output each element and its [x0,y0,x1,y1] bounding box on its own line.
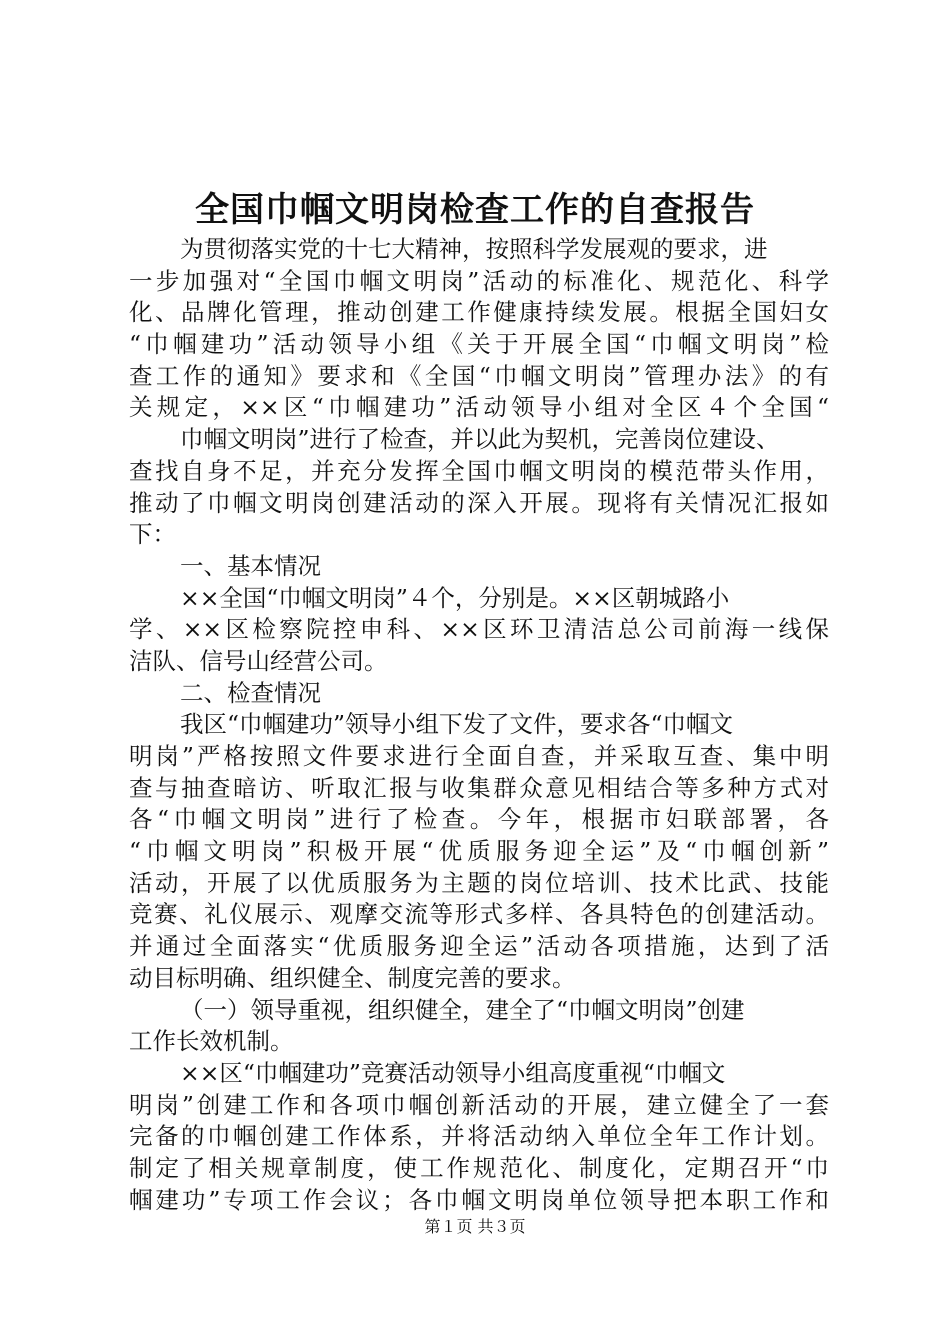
body-line: 各“巾帼文明岗”进行了检查。今年，根据市妇联部署，各 [129,805,829,834]
body-line: 洁队、信号山经营公司。 [129,646,388,675]
body-line: 为贯彻落实党的十七大精神，按照科学发展观的要求，进 [180,235,768,263]
document-body [129,234,829,1216]
body-line: 查与抽查暗访、听取汇报与收集群众意见相结合等多种方式对 [129,773,829,802]
body-line: 明岗”创建工作和各项巾帼创新活动的开展，建立健全了一套 [129,1090,829,1119]
section-heading: 二、检查情况 [180,678,321,707]
body-line: 学、××区检察院控申科、××区环卫清洁总公司前海一线保 [129,615,829,644]
body-line: 巾帼文明岗”进行了检查，并以此为契机，完善岗位建设、 [180,425,780,454]
body-line: ××区“巾帼建功”竞赛活动领导小组高度重视“巾帼文 [180,1058,726,1087]
body-line: 并通过全面落实“优质服务迎全运”活动各项措施，达到了活 [129,932,829,961]
document-title: 全国巾帼文明岗检查工作的自查报告 [195,190,755,230]
body-line: “巾帼文明岗”积极开展“优质服务迎全运”及“巾帼创新” [129,837,829,866]
body-line: 查工作的通知》要求和《全国“巾帼文明岗”管理办法》的有 [129,361,829,390]
body-line: 一步加强对“全国巾帼文明岗”活动的标准化、规范化、科学 [129,266,829,295]
body-line: 推动了巾帼文明岗创建活动的深入开展。现将有关情况汇报如 [129,488,829,517]
body-line: 制定了相关规章制度，使工作规范化、制度化，定期召开“巾 [129,1153,829,1182]
body-line: 动目标明确、组织健全、制度完善的要求。 [129,963,576,992]
body-line: 竞赛、礼仪展示、观摩交流等形式多样、各具特色的创建活动。 [129,900,829,929]
body-line: 我区“巾帼建功”领导小组下发了文件，要求各“巾帼文 [180,710,734,739]
body-line: 工作长效机制。 [129,1027,294,1056]
body-line: 查找自身不足，并充分发挥全国巾帼文明岗的模范带头作用， [129,456,829,485]
body-line: “巾帼建功”活动领导小组《关于开展全国“巾帼文明岗”检 [129,330,829,359]
subsection-heading: （一）领导重视，组织健全，建全了“巾帼文明岗”创建 [180,995,745,1024]
body-line: 活动，开展了以优质服务为主题的岗位培训、技术比武、技能 [129,868,829,897]
body-line: 下： [129,520,176,549]
page-footer: 第１页 共３页 [424,1217,526,1236]
body-line: ××全国“巾帼文明岗”４个，分别是。××区朝城路小 [180,583,730,612]
body-line: 明岗”严格按照文件要求进行全面自查，并采取互查、集中明 [129,742,829,770]
section-heading: 一、基本情况 [180,551,321,580]
body-line: 帼建功”专项工作会议；各巾帼文明岗单位领导把本职工作和 [129,1185,829,1214]
body-line: 化、品牌化管理，推动创建工作健康持续发展。根据全国妇女 [129,298,829,327]
body-line: 完备的巾帼创建工作体系，并将活动纳入单位全年工作计划。 [129,1122,829,1151]
body-line: 关规定，××区“巾帼建功”活动领导小组对全区４个全国“ [129,393,829,422]
